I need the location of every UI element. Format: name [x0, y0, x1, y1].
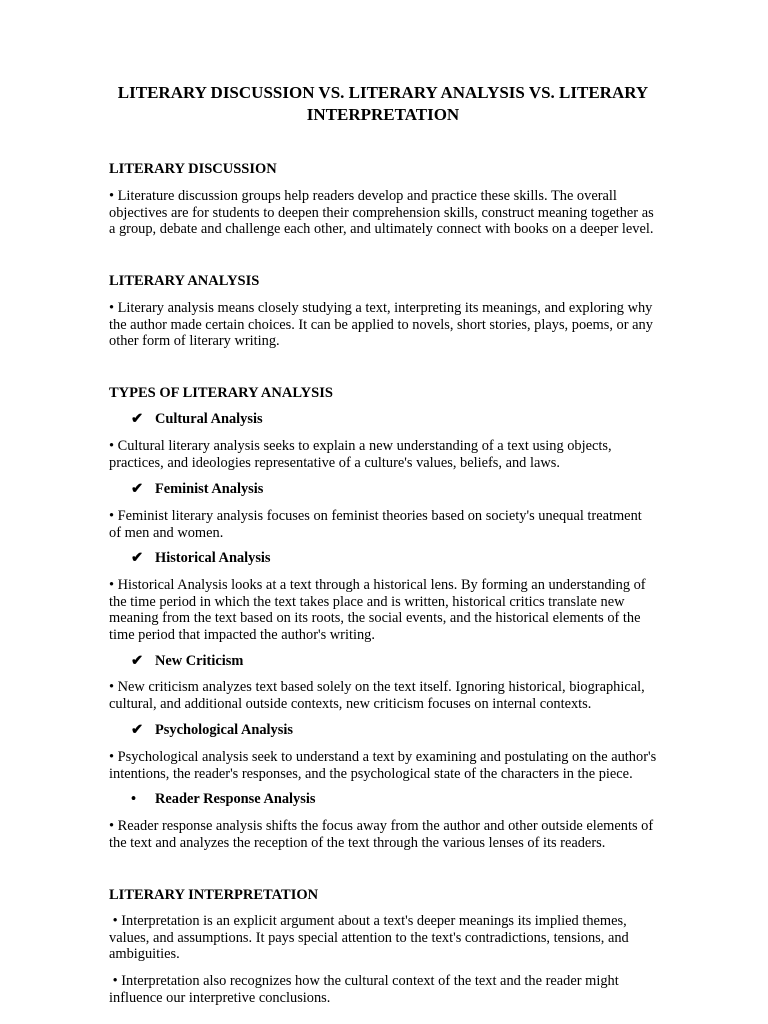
subheading-new-criticism	[131, 653, 243, 670]
paragraph-cultural-analysis: • Cultural literary analysis seeks to explain a new understanding of a text using objects, practices, and ideologies representative of a culture's values, beliefs, and laws.	[109, 438, 612, 471]
paragraph-feminist-analysis: • Feminist literary analysis focuses on feminist theories based on society's unequal treatment of men and women.	[109, 508, 642, 541]
section-heading-literary-discussion: LITERARY DISCUSSION	[109, 161, 277, 177]
paragraph-psychological-analysis: • Psychological analysis seek to understand a text by examining and postulating on the author's intentions, the reader's responses, and the psychological state of the characters in the piece.	[109, 749, 657, 782]
paragraph-literary-analysis: • Literary analysis means closely studying a text, interpreting its meanings, and exploring why the author made certain choices. It can be applied to novels, short stories, plays, poems, or any other form of literary writing.	[109, 300, 653, 349]
section-heading-literary-analysis: LITERARY ANALYSIS	[109, 273, 260, 289]
checkmark-icon: ✔	[131, 481, 144, 497]
subheading-reader-response-analysis	[131, 791, 315, 808]
paragraph-reader-response-analysis: • Reader response analysis shifts the focus away from the author and other outside elements of the text and analyzes the reception of the text through the various lenses of its readers.	[109, 818, 654, 851]
paragraph-historical-analysis: • Historical Analysis looks at a text through a historical lens. By forming an understanding of the time period in which the text takes place and is written, historical critics translate new meaning from the text based on its roots, the social events, and the historical elements of the time period that impacted the author's writing.	[109, 577, 646, 643]
checkmark-icon: ✔	[131, 550, 144, 566]
checkmark-icon: ✔	[131, 411, 144, 427]
section-heading-types-of-literary-analysis: TYPES OF LITERARY ANALYSIS	[109, 385, 333, 401]
checkmark-icon: ✔	[131, 722, 144, 738]
document-title: LITERARY DISCUSSION VS. LITERARY ANALYSIS VS. LITERARY INTERPRETATION	[117, 83, 649, 124]
paragraph-interpretation-1: • Interpretation is an explicit argument about a text's deeper meanings its implied themes, values, and assumptions. It pays special attention to the text's contradictions, tensions, and ambiguities.	[109, 913, 633, 962]
subheading-psychological-analysis	[131, 722, 293, 739]
subheading-label: Psychological Analysis	[155, 722, 293, 738]
subheading-label: Cultural Analysis	[155, 411, 263, 427]
subheading-label: Feminist Analysis	[155, 481, 264, 497]
paragraph-literary-discussion: • Literature discussion groups help readers develop and practice these skills. The overall objectives are for students to deepen their comprehension skills, construct meaning together as a group, debate and challenge each other, and ultimately connect with books on a deeper level.	[109, 188, 654, 237]
subheading-label: Historical Analysis	[155, 550, 271, 566]
paragraph-new-criticism: • New criticism analyzes text based solely on the text itself. Ignoring historical, biographical, cultural, and additional outside contexts, new criticism focuses on internal contexts.	[109, 679, 645, 712]
checkmark-icon: ✔	[131, 653, 144, 669]
section-heading-literary-interpretation: LITERARY INTERPRETATION	[109, 887, 319, 903]
subheading-label: New Criticism	[155, 653, 244, 669]
paragraph-interpretation-2: • Interpretation also recognizes how the cultural context of the text and the reader might influence our interpretive conclusions.	[109, 973, 623, 1006]
subheading-historical-analysis	[131, 550, 271, 567]
bullet-icon: •	[131, 791, 137, 807]
subheading-feminist-analysis	[131, 481, 263, 498]
subheading-label: Reader Response Analysis	[155, 791, 316, 807]
subheading-cultural-analysis	[131, 411, 263, 428]
